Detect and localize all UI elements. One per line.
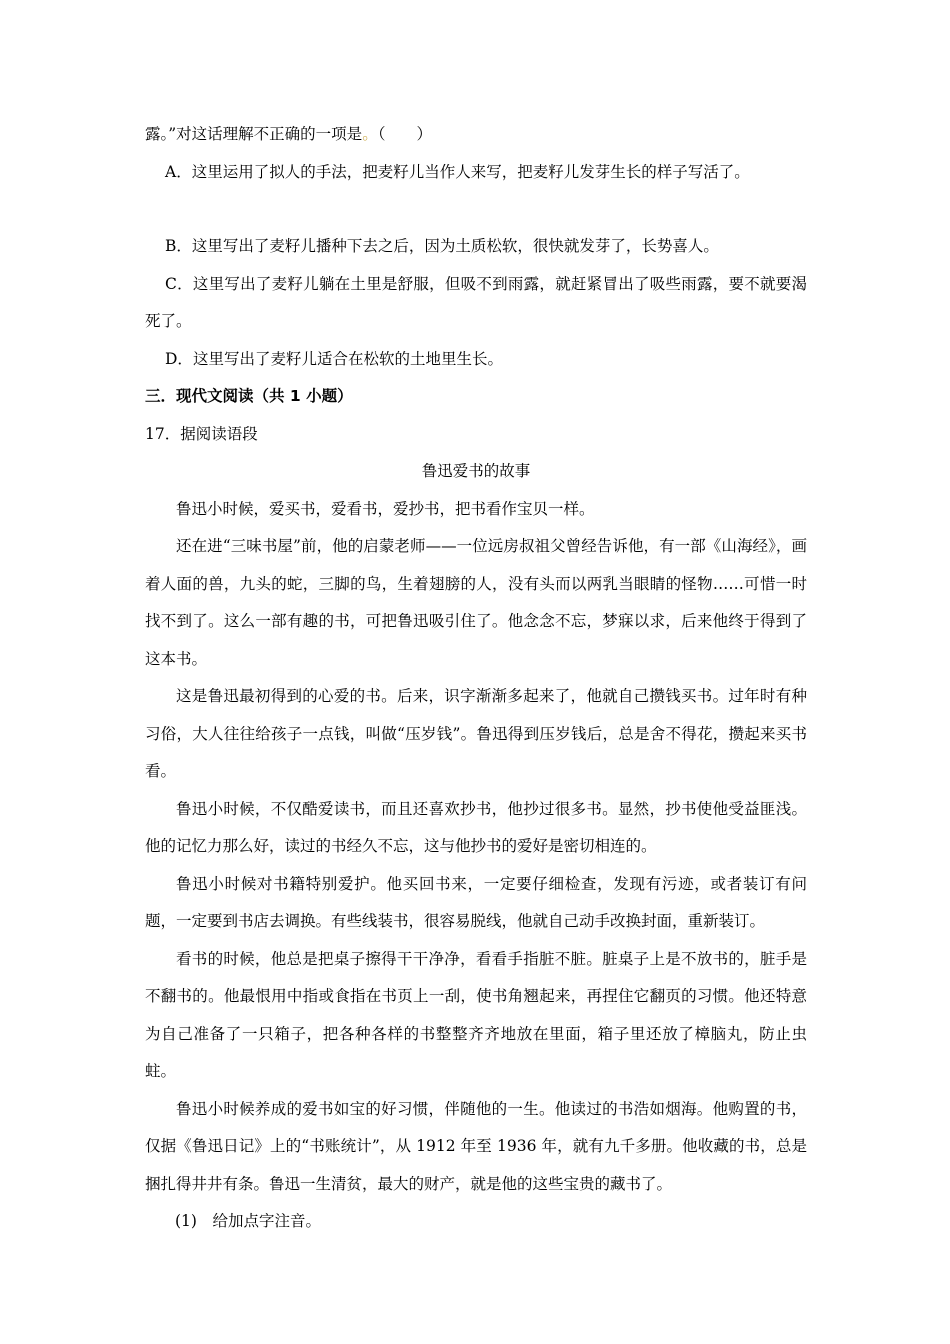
option-text: 这里运用了拟人的手法，把麦籽儿当作人来写，把麦籽儿发芽生长的样子写活了。 <box>191 162 750 181</box>
option-label: C． <box>165 274 193 293</box>
option-text: 这里写出了麦籽儿适合在松软的土地里生长。 <box>192 349 503 368</box>
question-16-option-d <box>145 341 807 379</box>
option-text: 这里写出了麦籽儿播种下去之后，因为土质松软，很快就发芽了，长势喜人。 <box>191 237 719 255</box>
section-heading: 三．现代文阅读（共 1 小题） <box>145 387 353 405</box>
question-16-option-c <box>145 266 807 341</box>
document-page <box>145 116 807 1241</box>
question-number: 17． <box>145 424 181 443</box>
question-16-stem-text: 露。”对这话理解不正确的一项是 <box>145 125 363 143</box>
question-17-prompt <box>145 416 807 454</box>
subquestion-1: (1) 给加点字注音。 <box>175 1212 321 1230</box>
passage-paragraph: 看书的时候，他总是把桌子擦得干干净净，看看手指脏不脏。脏桌子上是不放书的，脏手是不翻书的。他最恨用中指或食指在书页上一刮，使书角翘起来，再捏住它翻页的习惯。他还特意为自己准备了一只箱子，把各种各样的书整整齐齐地放在里面，箱子里还放了樟脑丸，防止虫蛀。 <box>145 949 807 1080</box>
question-prompt-text: 据阅读语段 <box>180 424 258 443</box>
option-label: D． <box>165 349 193 368</box>
question-16-answer-paren: （ ） <box>377 125 432 143</box>
passage-paragraph: 鲁迅小时候对书籍特别爱护。他买回书来，一定要仔细检查，发现有污迹，或者装订有问题，一定要到书店去调换。有些线装书，很容易脱线，他就自己动手改换封面，重新装订。 <box>145 874 807 930</box>
question-16-stem <box>145 116 807 154</box>
question-16-stem-mark: 。 <box>362 125 378 143</box>
passage-title: 鲁迅爱书的故事 <box>421 462 531 480</box>
option-label: B． <box>165 237 192 255</box>
passage-paragraph: 这是鲁迅最初得到的心爱的书。后来，识字渐渐多起来了，他就自己攒钱买书。过年时有种习俗，大人往往给孩子一点钱，叫做“压岁钱”。鲁迅得到压岁钱后，总是舍不得花，攒起来买书看。 <box>145 687 807 780</box>
passage-paragraph: 还在进“三味书屋”前，他的启蒙老师——一位远房叔祖父曾经告诉他，有一部《山海经》，画着人面的兽，九头的蛇，三脚的鸟，生着翅膀的人，没有头而以两乳当眼睛的怪物……可惜一时找不到了。这么一部有趣的书，可把鲁迅吸引住了。他念念不忘，梦寐以求，后来他终于得到了这本书。 <box>145 537 807 668</box>
passage-paragraph: 鲁迅小时候，爱买书，爱看书，爱抄书，把书看作宝贝一样。 <box>176 499 595 518</box>
passage-paragraph: 鲁迅小时候，不仅酷爱读书，而且还喜欢抄书，他抄过很多书。显然，抄书使他受益匪浅。他的记忆力那么好，读过的书经久不忘，这与他抄书的爱好是密切相连的。 <box>145 799 807 855</box>
blank-gap <box>145 191 807 228</box>
passage-paragraph: 鲁迅小时候养成的爱书如宝的好习惯，伴随他的一生。他读过的书浩如烟海。他购置的书，仅据《鲁迅日记》上的“书账统计”，从 1912 年至 1936 年，就有九千多册。他收藏的书，总是捆扎得井井有条。鲁迅一生清贫，最大的财产，就是他的这些宝贵的藏书了。 <box>145 1099 807 1193</box>
option-label: A． <box>165 162 192 181</box>
question-16-option-a <box>145 154 807 192</box>
question-16-option-b <box>145 228 807 266</box>
option-text: 这里写出了麦籽儿躺在土里是舒服，但吸不到雨露，就赶紧冒出了吸些雨露，要不就要渴死了。 <box>145 274 807 330</box>
